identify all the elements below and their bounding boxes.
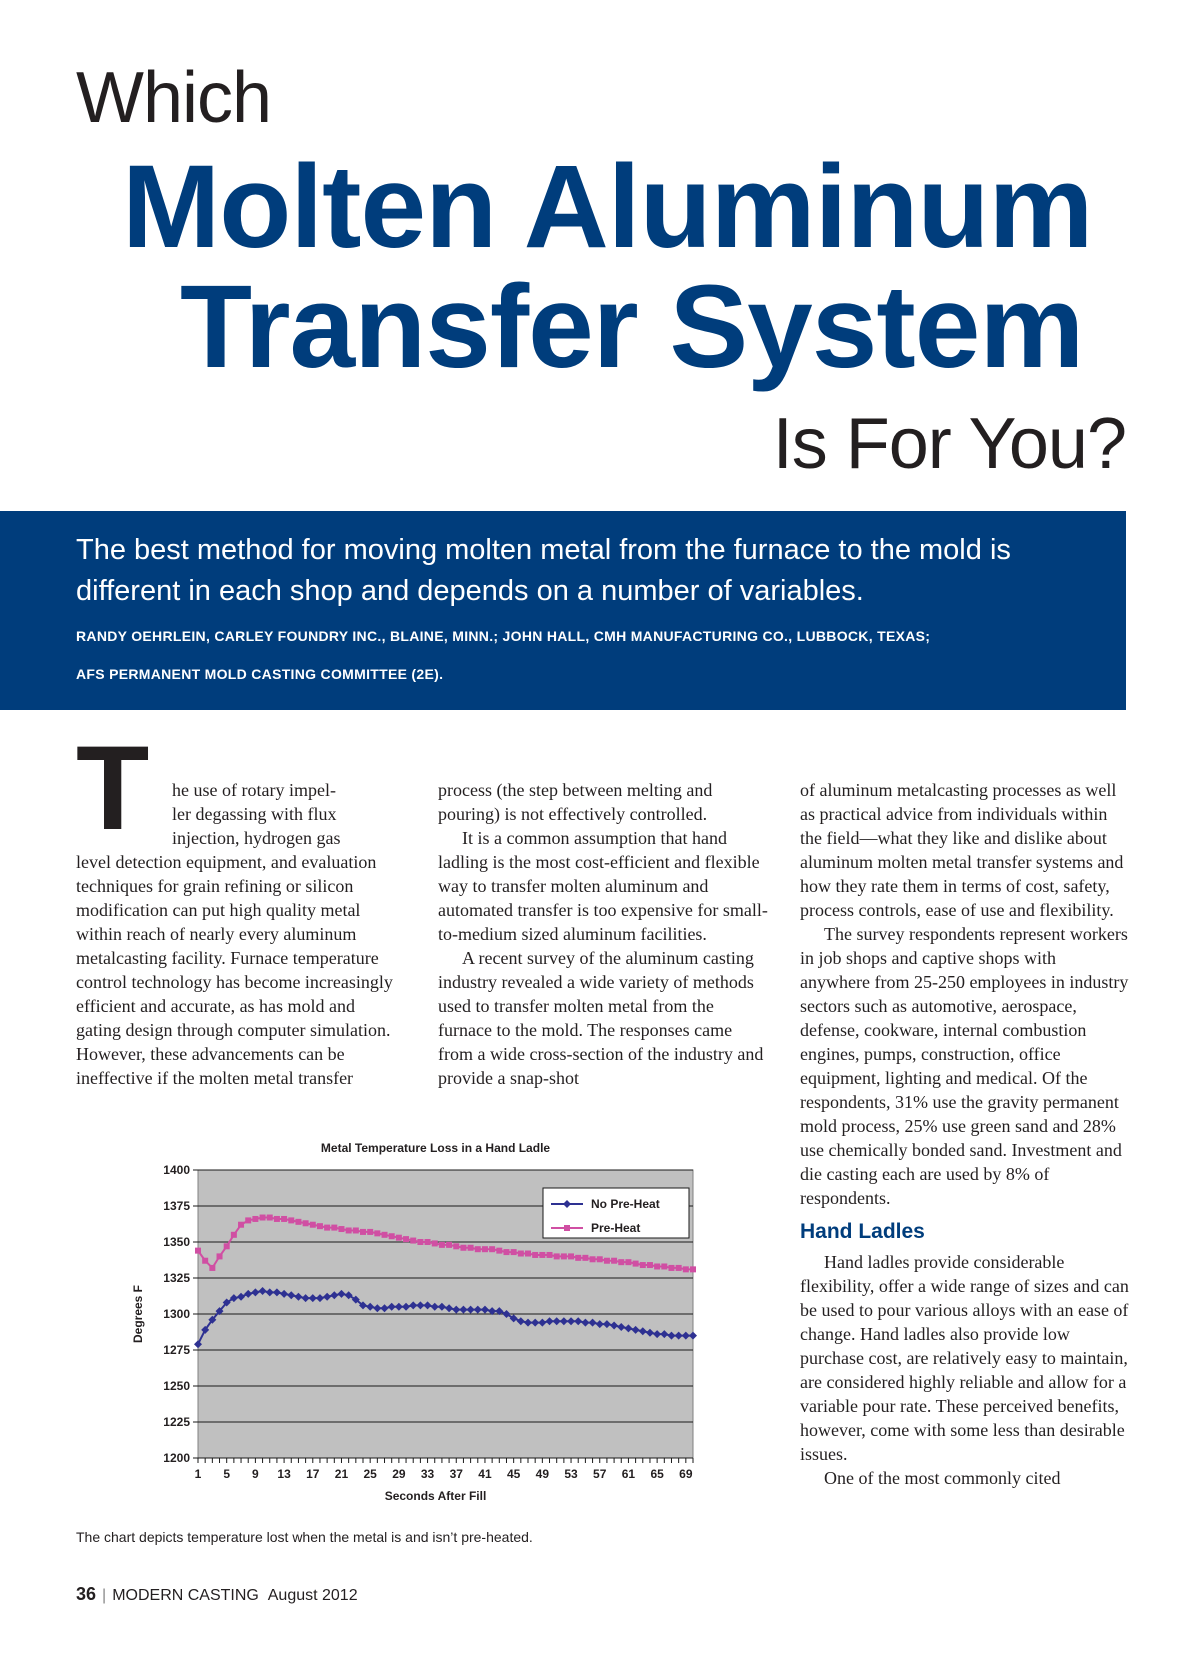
column-2-p1: process (the step between melting and pouring) is not effectively controlled. <box>438 780 713 824</box>
x-tick-label: 41 <box>478 1467 492 1481</box>
column-3-p2: The survey respondents represent workers in job shops and captive shops with anywhere from 25-250 employees in industry sectors such as automotive, aerospace, defense, cookware, internal combustion engines, pumps, construction, office equipment, lighting and medical. Of the respondents, 31% use the gravity permanent mold process, 25% use green sand and 28% use chemically bonded sand. Investment and die casting each are used by 8% of respondents. <box>800 924 1129 1208</box>
x-tick-label: 45 <box>506 1467 521 1481</box>
data-point <box>382 1232 388 1238</box>
legend-label: No Pre-Heat <box>591 1197 660 1211</box>
data-point <box>217 1253 223 1259</box>
data-point <box>295 1219 301 1225</box>
data-point <box>303 1220 309 1226</box>
x-tick-label: 65 <box>650 1467 664 1481</box>
data-point <box>209 1265 215 1271</box>
data-point <box>453 1243 459 1249</box>
y-tick-label: 1400 <box>163 1163 190 1177</box>
data-point <box>582 1255 588 1261</box>
data-point <box>331 1225 337 1231</box>
data-point <box>532 1252 538 1258</box>
data-point <box>690 1266 696 1272</box>
temperature-chart <box>120 1130 710 1510</box>
x-tick-label: 21 <box>334 1467 349 1481</box>
data-point <box>683 1266 689 1272</box>
magazine-name: MODERN CASTING <box>112 1587 259 1604</box>
data-point <box>460 1245 466 1251</box>
data-point <box>554 1253 560 1259</box>
chart-caption: The chart depicts temperature lost when the metal is and isn’t pre-heated. <box>76 1529 533 1545</box>
data-point <box>525 1251 531 1257</box>
lead-line-3: injection, hydrogen gas <box>172 828 341 848</box>
data-point <box>496 1248 502 1254</box>
data-point <box>518 1251 524 1257</box>
data-point <box>338 1226 344 1232</box>
x-tick-label: 37 <box>449 1467 463 1481</box>
data-point <box>640 1262 646 1268</box>
byline-line-1: RANDY OEHRLEIN, CARLEY FOUNDRY INC., BLAINE, MINN.; JOHN HALL, CMH MANUFACTURING CO., LUBBOCK, TEXAS; <box>76 628 931 644</box>
data-point <box>195 1248 201 1254</box>
data-point <box>489 1246 495 1252</box>
y-tick-label: 1300 <box>163 1307 190 1321</box>
column-3 <box>800 778 1130 1490</box>
y-tick-label: 1250 <box>163 1379 190 1393</box>
x-axis-label: Seconds After Fill <box>384 1489 487 1503</box>
data-point <box>281 1216 287 1222</box>
dek-text: The best method for moving molten metal from the furnace to the mold is different in each shop and depends on a number of variables. <box>76 534 1011 607</box>
data-point <box>202 1258 208 1264</box>
data-point <box>367 1229 373 1235</box>
data-point <box>625 1259 631 1265</box>
data-point <box>224 1243 230 1249</box>
data-point <box>310 1222 316 1228</box>
data-point <box>590 1256 596 1262</box>
data-point <box>575 1255 581 1261</box>
data-point <box>661 1263 667 1269</box>
title-is-for-you: Is For You? <box>772 404 1126 484</box>
temperature-chart-svg <box>120 1130 710 1510</box>
data-point <box>317 1223 323 1229</box>
y-tick-label: 1350 <box>163 1235 190 1249</box>
data-point <box>539 1252 545 1258</box>
y-tick-label: 1325 <box>163 1271 190 1285</box>
data-point <box>668 1265 674 1271</box>
data-point <box>260 1215 266 1221</box>
chart-title: Metal Temperature Loss in a Hand Ladle <box>320 1141 551 1155</box>
title-which: Which <box>76 58 272 138</box>
page-number: 36 <box>76 1584 97 1604</box>
data-point <box>432 1240 438 1246</box>
footer-separator: | <box>102 1587 107 1604</box>
data-point <box>389 1233 395 1239</box>
x-tick-label: 61 <box>621 1467 636 1481</box>
data-point <box>618 1259 624 1265</box>
column-1-text: level detection equipment, and evaluation techniques for grain refining or silicon modification can put high quality metal within reach of nearly every aluminum metalcasting facility. Furnace temperature control technology has become increasingly efficient and accurate, as has mold and gating design through computer simulation. However, these advancements can be ineffective if the molten metal transfer <box>76 852 393 1088</box>
title-line-2: Transfer System <box>180 261 1084 393</box>
data-point <box>324 1225 330 1231</box>
x-tick-label: 49 <box>535 1467 550 1481</box>
column-2-p3: A recent survey of the aluminum casting industry revealed a wide variety of methods used to transfer molten metal from the furnace to the mold. The responses came from a wide cross-section of the industry and provide a snap-shot <box>438 948 764 1088</box>
column-3-p4: One of the most commonly cited <box>824 1468 1061 1488</box>
x-tick-label: 13 <box>277 1467 291 1481</box>
data-point <box>547 1252 553 1258</box>
title-line-1: Molten Aluminum <box>122 141 1093 273</box>
column-3-p3: Hand ladles provide considerable flexibility, offer a wide range of sizes and can be used to pour various alloys with an ease of change. Hand ladles also provide low purchase cost, are relatively easy to maintain, are considered highly reliable and allow for a variable pour rate. These perceived benefits, however, come with some less than desirable issues. <box>800 1252 1129 1464</box>
x-tick-label: 25 <box>363 1467 377 1481</box>
data-point <box>245 1217 251 1223</box>
x-tick-label: 69 <box>679 1467 693 1481</box>
data-point <box>403 1236 409 1242</box>
data-point <box>346 1227 352 1233</box>
data-point <box>288 1217 294 1223</box>
data-point <box>468 1245 474 1251</box>
data-point <box>676 1265 682 1271</box>
x-tick-label: 17 <box>306 1467 320 1481</box>
data-point <box>446 1242 452 1248</box>
data-point <box>360 1229 366 1235</box>
data-point <box>597 1256 603 1262</box>
data-point <box>604 1258 610 1264</box>
x-tick-label: 33 <box>420 1467 435 1481</box>
column-3-p1: of aluminum metalcasting processes as well as practical advice from individuals within the field—what they like and dislike about aluminum molten metal transfer systems and how they rate them in terms of cost, safety, process controls, ease of use and flexibility. <box>800 780 1124 920</box>
data-point <box>353 1227 359 1233</box>
data-point <box>475 1246 481 1252</box>
y-tick-label: 1225 <box>163 1415 190 1429</box>
section-heading-hand-ladles: Hand Ladles <box>800 1220 925 1243</box>
data-point <box>647 1262 653 1268</box>
legend-swatch-marker <box>564 1225 570 1231</box>
byline-line-2: AFS PERMANENT MOLD CASTING COMMITTEE (2E). <box>76 666 444 682</box>
issue-date: August 2012 <box>267 1587 358 1604</box>
data-point <box>410 1238 416 1244</box>
lead-line-1: he use of rotary impel- <box>172 780 336 800</box>
y-tick-label: 1275 <box>163 1343 190 1357</box>
data-point <box>238 1222 244 1228</box>
data-point <box>274 1216 280 1222</box>
x-tick-label: 53 <box>564 1467 578 1481</box>
data-point <box>511 1249 517 1255</box>
y-tick-label: 1375 <box>163 1199 190 1213</box>
column-1 <box>76 850 402 1090</box>
data-point <box>425 1239 431 1245</box>
x-tick-label: 9 <box>252 1467 259 1481</box>
data-point <box>252 1216 258 1222</box>
data-point <box>654 1263 660 1269</box>
y-axis-label: Degrees F <box>131 1284 145 1344</box>
column-2-p2: It is a common assumption that hand ladling is the most cost-efficient and flexible way to transfer molten aluminum and automated transfer is too expensive for small-to-medium sized aluminum facilities. <box>438 828 768 944</box>
y-tick-label: 1200 <box>163 1451 190 1465</box>
data-point <box>267 1215 273 1221</box>
column-1-lead <box>172 778 412 850</box>
lead-line-2: ler degassing with flux <box>172 804 337 824</box>
data-point <box>503 1249 509 1255</box>
page-footer <box>76 1584 358 1605</box>
data-point <box>439 1242 445 1248</box>
drop-cap: T <box>76 721 150 855</box>
data-point <box>231 1232 237 1238</box>
data-point <box>611 1258 617 1264</box>
x-tick-label: 29 <box>392 1467 406 1481</box>
data-point <box>482 1246 488 1252</box>
x-tick-label: 5 <box>223 1467 231 1481</box>
data-point <box>561 1253 567 1259</box>
legend-label: Pre-Heat <box>591 1221 641 1235</box>
data-point <box>417 1239 423 1245</box>
data-point <box>633 1261 639 1267</box>
data-point <box>568 1253 574 1259</box>
data-point <box>374 1230 380 1236</box>
x-tick-label: 1 <box>194 1467 202 1481</box>
data-point <box>396 1235 402 1241</box>
column-2 <box>438 778 768 1090</box>
x-tick-label: 57 <box>593 1467 607 1481</box>
